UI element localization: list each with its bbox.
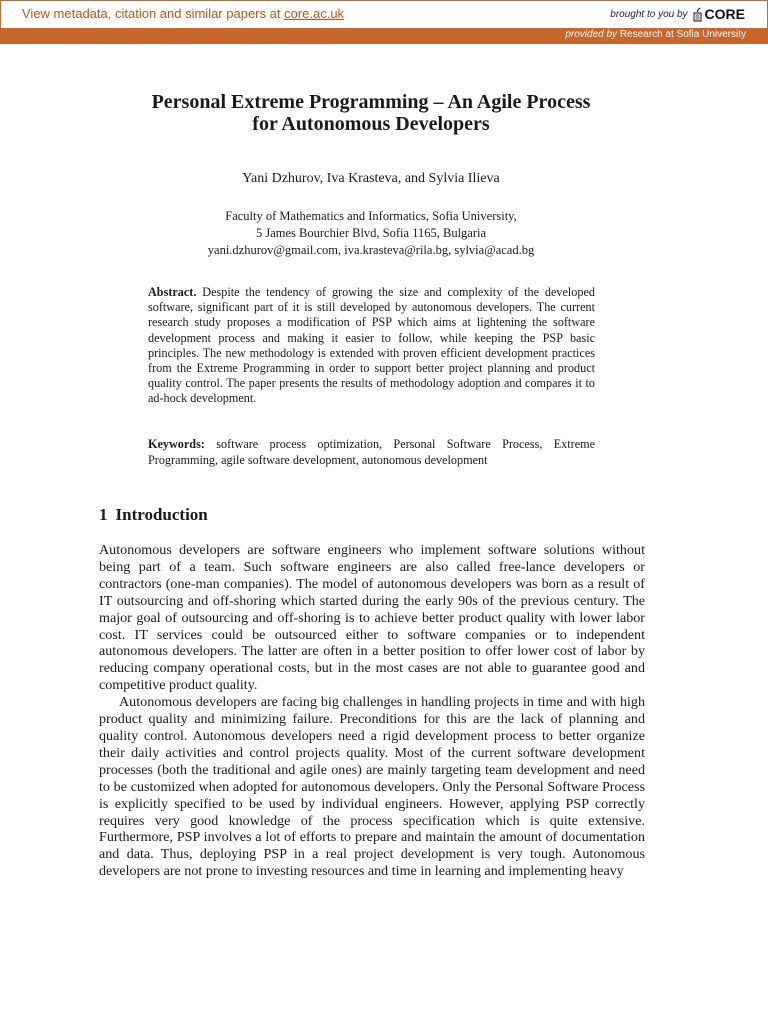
author-emails: yani.dzhurov@gmail.com, iva.krasteva@rila.bg, sylvia@acad.bg bbox=[207, 243, 535, 257]
metadata-link[interactable] bbox=[22, 6, 344, 21]
abstract-text: Despite the tendency of growing the size and complexity of the developed software, significant part of it is still developed by autonomous developers. The current research study proposes a modification of PSP which aims at lightening the software development process and making it easier to follow, while keeping the PSP basic principles. The new methodology is extended with proven efficient development practices from the Extreme Programming in order to support better project planning and product quality control. The paper presents the results of methodology adoption and compares it to ad-hock development. bbox=[148, 285, 595, 406]
paragraph-2: Autonomous developers are facing big challenges in handling projects in time and with high product quality and minimizing failure. Preconditions for this are the lack of planning and quality control. Autonomous developers need a rigid development process to better organize their daily activities and control projects quality. Most of the current software development processes (both the traditional and agile ones) are mainly targeting team development and need to be customized when adopted for autonomous developers. Only the Personal Software Process is explicitly specified to be used by individual engineers. However, applying PSP correctly requires very good knowledge of the process specification which is quite extensive. Furthermore, PSP involves a lot of efforts to prepare and maintain the amount of documentation and data. Thus, deploying PSP in a real project development is very tough. Autonomous developers are not prone to investing resources and time in learning and implementing heavy bbox=[99, 694, 645, 880]
affiliation-line2: 5 James Bourchier Blvd, Sofia 1165, Bulgaria bbox=[255, 226, 487, 240]
core-brand[interactable] bbox=[610, 6, 745, 22]
core-banner-top bbox=[0, 0, 768, 28]
core-banner bbox=[0, 0, 768, 44]
introduction-body bbox=[99, 542, 645, 880]
keywords-text: software process optimization, Personal Software Process, Extreme Programming, agile software development, autonomous development bbox=[148, 437, 596, 467]
section-heading-introduction bbox=[99, 505, 208, 525]
section-title: Introduction bbox=[115, 505, 208, 524]
paper-authors: Yani Dzhurov, Iva Krasteva, and Sylvia Ilieva bbox=[242, 171, 500, 186]
paper-title bbox=[80, 91, 662, 135]
core-banner-bottom bbox=[0, 28, 768, 44]
core-logo[interactable] bbox=[692, 6, 745, 22]
affiliation-line1: Faculty of Mathematics and Informatics, Sofia University, bbox=[225, 209, 517, 223]
paper-title-line1: Personal Extreme Programming – An Agile Process bbox=[151, 91, 591, 113]
paper-title-line2: for Autonomous Developers bbox=[252, 113, 490, 135]
brought-to-you-text: brought to you by bbox=[610, 8, 688, 20]
metadata-link-prefix: View metadata, citation and similar papers at bbox=[22, 6, 281, 21]
abstract-label: Abstract. bbox=[148, 285, 197, 299]
section-number: 1 bbox=[99, 505, 108, 524]
core-logo-text: CORE bbox=[704, 6, 745, 22]
core-logo-icon bbox=[692, 7, 703, 22]
paragraph-1: Autonomous developers are software engineers who implement software solutions without being part of a team. Such software engineers are also called free-lance developers or contractors (one-man companies). The model of autonomous developers was born as a result of IT outsourcing and off-shoring which started during the early 90s of the previous century. The major goal of outsourcing and off-shoring is to achieve better product quality with lower labor cost. IT services could be outsourced either to software companies or to independent autonomous developers. The latter are often in a better position to offer lower cost of labor by reducing company operational costs, but in the most cases are not able to guarantee good and competitive product quality. bbox=[99, 542, 645, 694]
provider-line[interactable] bbox=[565, 29, 746, 40]
keywords-label: Keywords: bbox=[148, 437, 205, 451]
paper-affiliation bbox=[80, 208, 662, 259]
core-ac-uk-link[interactable]: core.ac.uk bbox=[284, 6, 345, 21]
provider-name[interactable]: Research at Sofia University bbox=[619, 29, 746, 40]
abstract bbox=[148, 285, 595, 407]
keywords bbox=[148, 437, 595, 468]
provided-by-label: provided by bbox=[565, 29, 618, 40]
